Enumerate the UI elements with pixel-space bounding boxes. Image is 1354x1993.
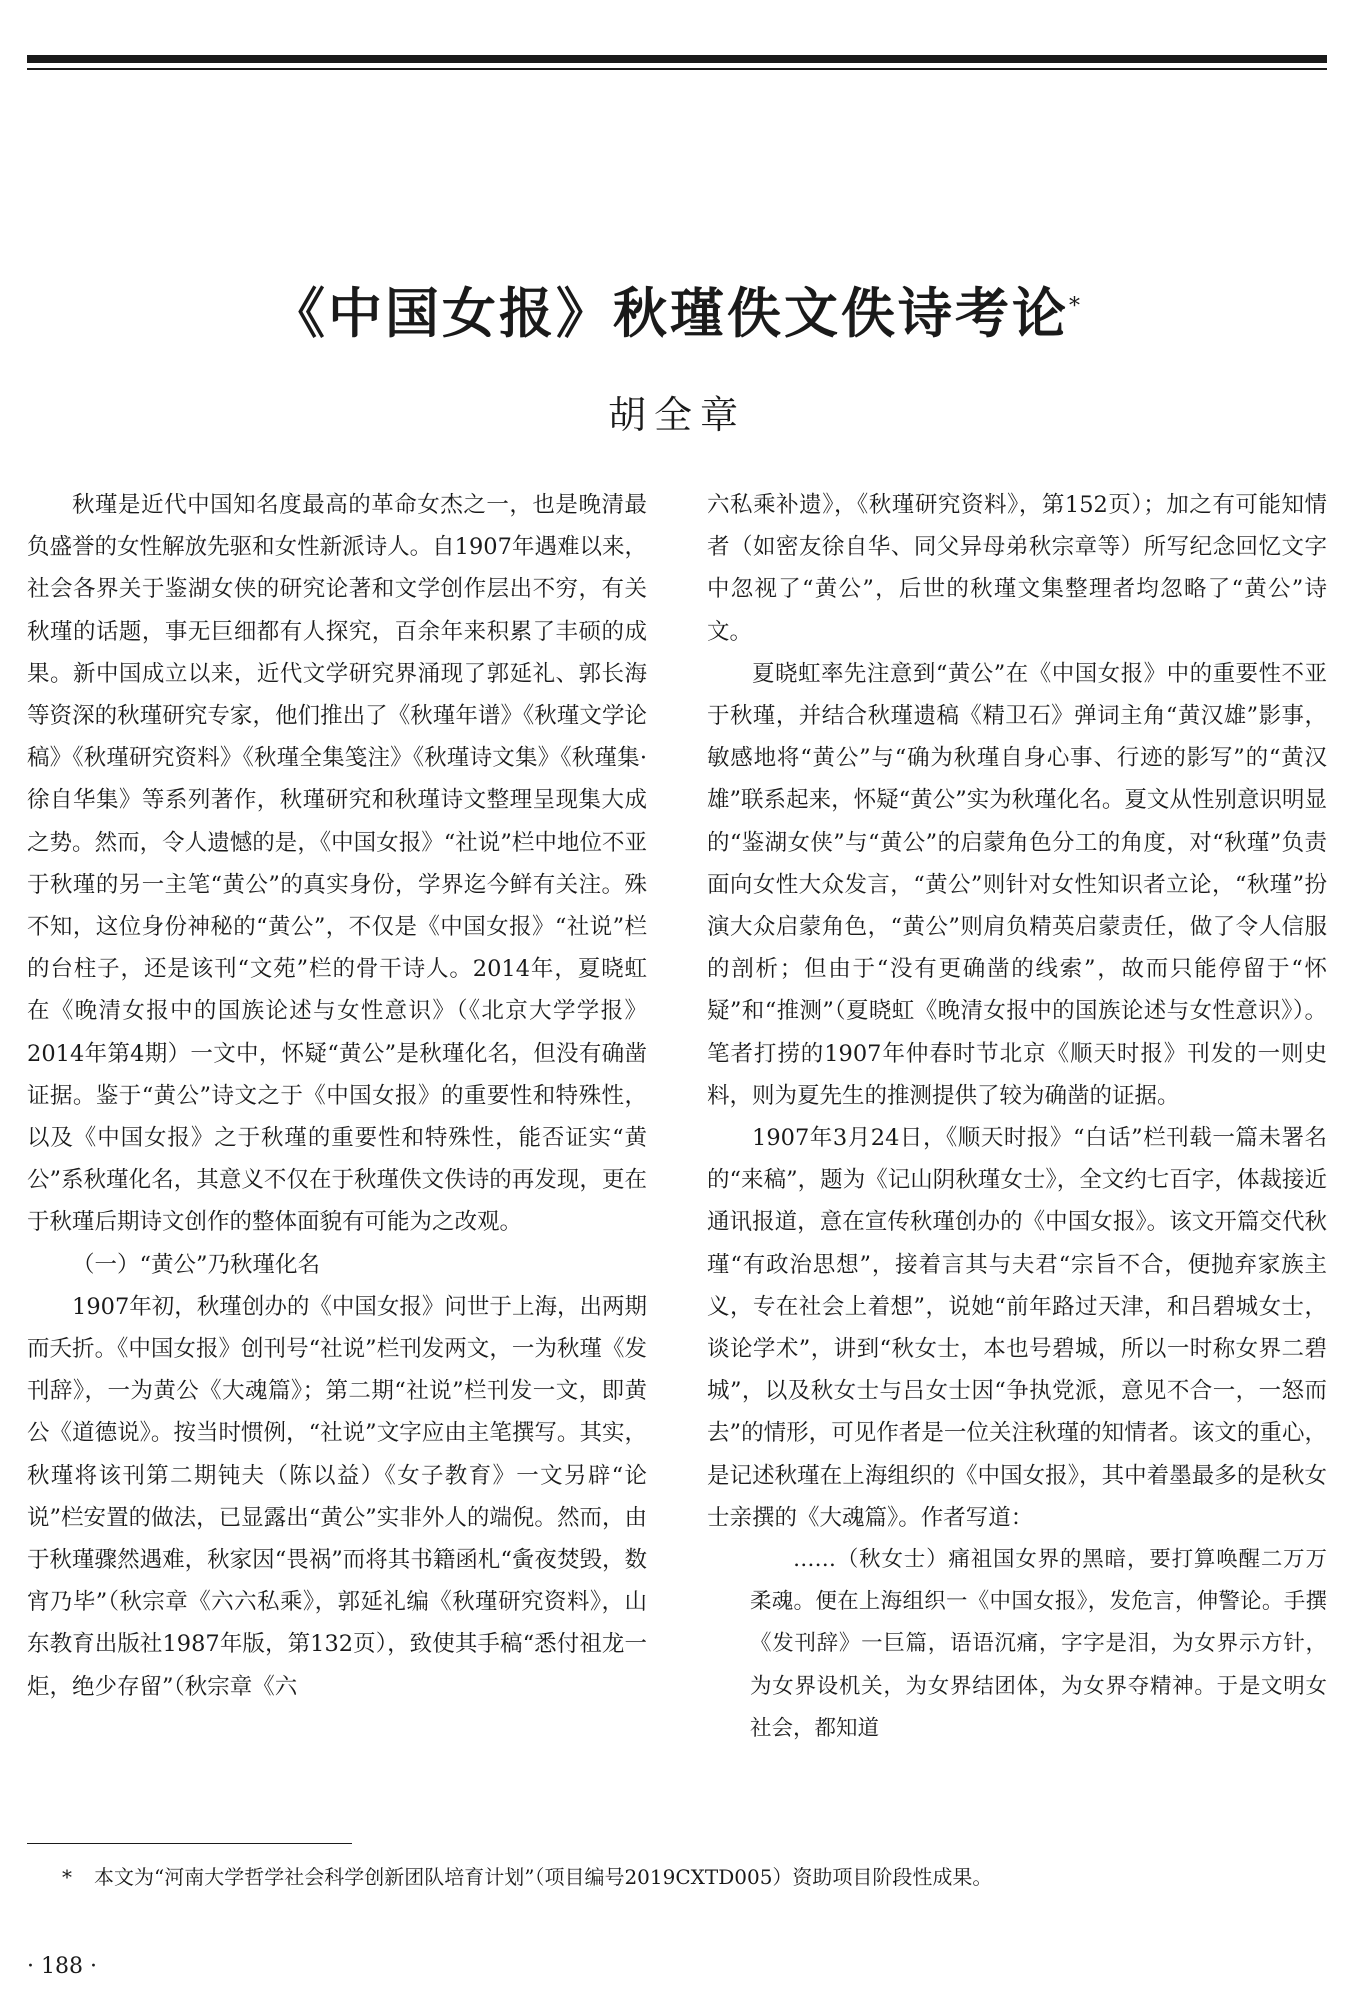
block-quote: ……（秋女士）痛祖国女界的黑暗，要打算唤醒二万万柔魂。便在上海组织一《中国女报》，发危言，伸警论。手撰《发刊辞》一巨篇，语语沉痛，字字是泪，为女界示方针，为女界设机关，为女界结团体，为女界夺精神。于是文明女社会，都知道 (750, 1547, 1327, 1741)
footnote-marker: * (62, 1865, 72, 1889)
paragraph: 1907年初，秋瑾创办的《中国女报》问世于上海，出两期而夭折。《中国女报》创刊号“社说”栏刊发两文，一为秋瑾《发刊辞》，一为黄公《大魂篇》；第二期“社说”栏刊发一文，即黄公《道德说》。按当时惯例，“社说”文字应由主笔撰写。其实，秋瑾将该刊第二期钝夫（陈以益）《女子教育》一文另辟“论说”栏安置的做法，已显露出“黄公”实非外人的端倪。然而，由于秋瑾骤然遇难，秋家因“畏祸”而将其书籍函札“夤夜焚毁，数宵乃毕”（秋宗章《六六私乘》，郭延礼编《秋瑾研究资料》，山东教育出版社1987年版，第132页），致使其手稿“悉付祖龙一炬，绝少存留”（秋宗章《六 (27, 1293, 647, 1700)
article-title (27, 272, 1327, 348)
paragraph: 夏晓虹率先注意到“黄公”在《中国女报》中的重要性不亚于秋瑾，并结合秋瑾遗稿《精卫石》弹词主角“黄汉雄”影事，敏感地将“黄公”与“确为秋瑾自身心事、行迹的影写”的“黄汉雄”联系起来，怀疑“黄公”实为秋瑾化名。夏文从性别意识明显的“鉴湖女侠”与“黄公”的启蒙角色分工的角度，对“秋瑾”负责面向女性大众发言，“黄公”则针对女性知识者立论，“秋瑾”扮演大众启蒙角色，“黄公”则肩负精英启蒙责任，做了令人信服的剖析；但由于“没有更确凿的线索”，故而只能停留于“怀疑”和“推测”（夏晓虹《晚清女报中的国族论述与女性意识》）。笔者打捞的1907年仲春时节北京《顺天时报》刊发的一则史料，则为夏先生的推测提供了较为确凿的证据。 (707, 660, 1327, 1109)
paragraph-continued: 六私乘补遗》，《秋瑾研究资料》，第152页）；加之有可能知情者（如密友徐自华、同父异母弟秋宗章等）所写纪念回忆文字中忽视了“黄公”，后世的秋瑾文集整理者均忽略了“黄公”诗文。 (707, 492, 1327, 645)
title-footnote-marker: * (1069, 294, 1083, 320)
article-author: 胡全章 (607, 393, 746, 437)
left-column (27, 484, 647, 1708)
article-title-text: 《中国女报》秋瑾佚文佚诗考论 (271, 281, 1069, 346)
footnote (62, 1862, 1322, 1892)
page-number: · 188 · (27, 1954, 97, 1979)
header-rule-thick (27, 55, 1327, 63)
footnote-rule (27, 1843, 352, 1844)
section-heading: （一）“黄公”乃秋瑾化名 (72, 1251, 321, 1278)
paragraph: 秋瑾是近代中国知名度最高的革命女杰之一，也是晚清最负盛誉的女性解放先驱和女性新派诗人。自1907年遇难以来，社会各界关于鉴湖女侠的研究论著和文学创作层出不穷，有关秋瑾的话题，事无巨细都有人探究，百余年来积累了丰硕的成果。新中国成立以来，近代文学研究界涌现了郭延礼、郭长海等资深的秋瑾研究专家，他们推出了《秋瑾年谱》《秋瑾文学论稿》《秋瑾研究资料》《秋瑾全集笺注》《秋瑾诗文集》《秋瑾集·徐自华集》等系列著作，秋瑾研究和秋瑾诗文整理呈现集大成之势。然而，令人遗憾的是，《中国女报》“社说”栏中地位不亚于秋瑾的另一主笔“黄公”的真实身份，学界迄今鲜有关注。殊不知，这位身份神秘的“黄公”，不仅是《中国女报》“社说”栏的台柱子，还是该刊“文苑”栏的骨干诗人。2014年，夏晓虹在《晚清女报中的国族论述与女性意识》（《北京大学学报》2014年第4期）一文中，怀疑“黄公”是秋瑾化名，但没有确凿证据。鉴于“黄公”诗文之于《中国女报》的重要性和特殊性，以及《中国女报》之于秋瑾的重要性和特殊性，能否证实“黄公”系秋瑾化名，其意义不仅在于秋瑾佚文佚诗的再发现，更在于秋瑾后期诗文创作的整体面貌有可能为之改观。 (27, 492, 647, 1236)
right-column (707, 484, 1327, 1750)
paragraph: 1907年3月24日，《顺天时报》“白话”栏刊载一篇未署名的“来稿”，题为《记山阴秋瑾女士》，全文约七百字，体裁接近通讯报道，意在宣传秋瑾创办的《中国女报》。该文开篇交代秋瑾“有政治思想”，接着言其与夫君“宗旨不合，便抛弃家族主义，专在社会上着想”，说她“前年路过天津，和吕碧城女士，谈论学术”，讲到“秋女士，本也号碧城，所以一时称女界二碧城”，以及秋女士与吕女士因“争执党派，意见不合一，一怒而去”的情形，可见作者是一位关注秋瑾的知情者。该文的重心，是记述秋瑾在上海组织的《中国女报》，其中着墨最多的是秋女士亲撰的《大魂篇》。作者写道： (707, 1125, 1327, 1531)
footnote-text: 本文为“河南大学哲学社会科学创新团队培育计划”（项目编号2019CXTD005）资助项目阶段性成果。 (94, 1865, 993, 1889)
header-rule-thin (27, 68, 1327, 70)
